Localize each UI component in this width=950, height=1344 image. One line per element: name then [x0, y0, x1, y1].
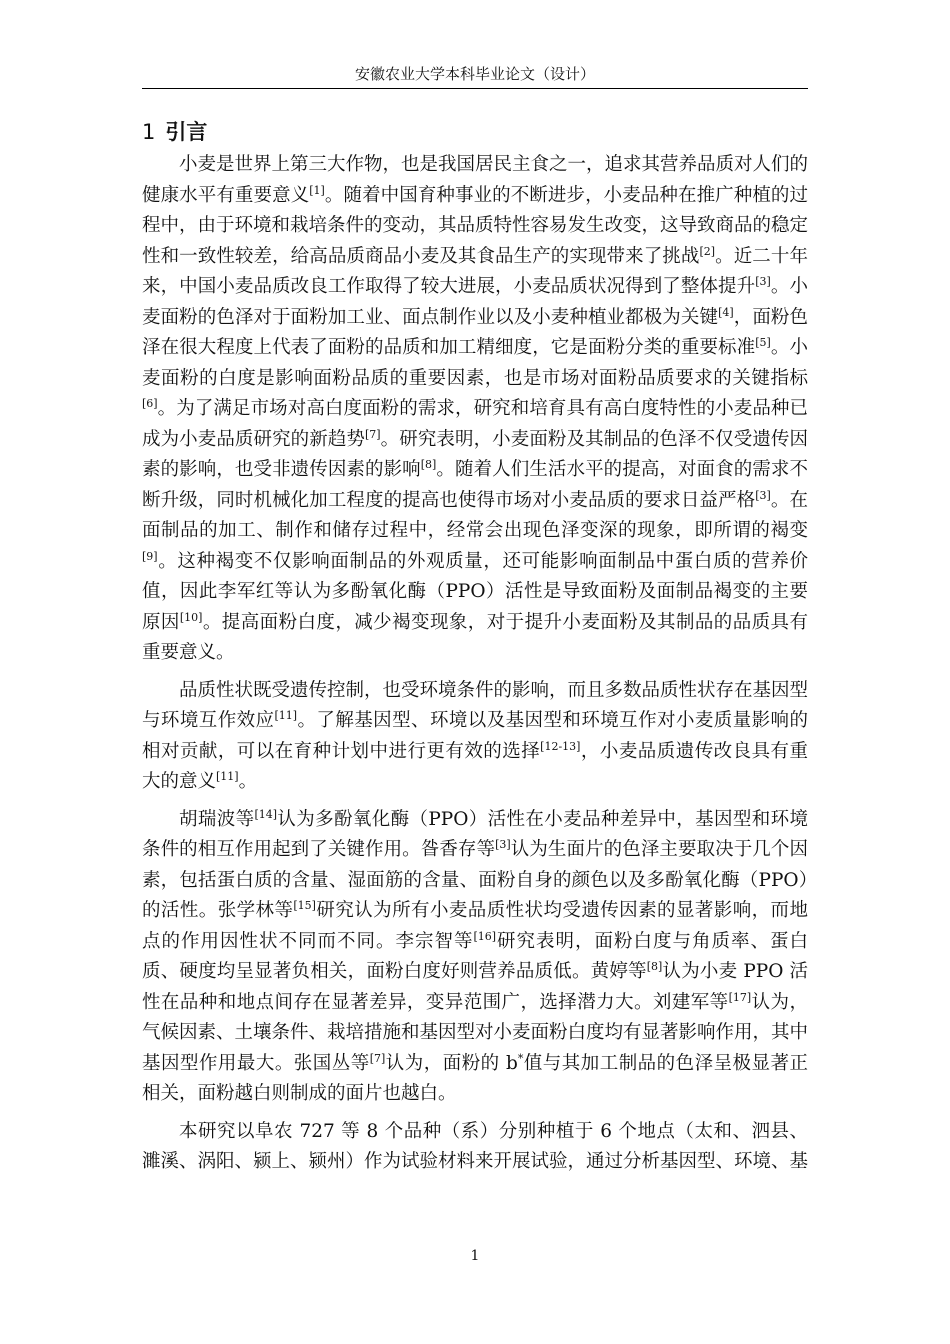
section-title: 引言 [165, 120, 208, 144]
text-run: 。研究表明，小麦面粉及其制品的色泽不仅受遗传因素的影响，也受非遗传因素的影响 [142, 428, 808, 480]
text-run: 研究表明，面粉白度与角质率、蛋白质、硬度均呈显著负相关，面粉白度好则营养品质低。黄婷等 [142, 930, 808, 982]
citation-ref: [9] [142, 549, 158, 563]
text-run: 认为多酚氧化酶（PPO）活性在小麦品种差异中，基因型和环境条件的相互作用起到了关键作用。昝香存等 [142, 808, 808, 860]
text-run: ，小麦品质遗传改良具有重大的意义 [142, 740, 808, 792]
paragraph [142, 150, 808, 669]
body-content [142, 114, 808, 1178]
running-header: 安徽农业大学本科毕业论文（设计） [142, 64, 808, 89]
text-run: 品质性状既受遗传控制，也受环境条件的影响，而且多数品质性状存在基因型与环境互作效应 [142, 679, 809, 731]
citation-ref: [17] [728, 990, 752, 1004]
text-run: 胡瑞波等 [179, 808, 255, 830]
text-run: 。提高面粉白度，减少褐变现象，对于提升小麦面粉及其制品的品质具有重要意义。 [142, 611, 808, 663]
citation-ref: [10] [179, 610, 203, 624]
citation-ref: [7] [369, 1051, 386, 1065]
text-run: 。小麦面粉的白度是影响面粉品质的重要因素，也是市场对面粉品质要求的关键指标 [142, 337, 808, 389]
citation-ref: * [517, 1051, 524, 1065]
citation-ref: [3] [755, 274, 771, 288]
page-number: 1 [470, 1248, 480, 1264]
text-run: 。近二十年来，中国小麦品质改良工作取得了较大进展，小麦品质状况得到了整体提升 [142, 245, 808, 297]
text-run: 。随着人们生活水平的提高，对面食的需求不断升级，同时机械化加工程度的提高也使得市场对小麦品质的要求日益严格 [142, 459, 808, 511]
text-run: 。随着中国育种事业的不断进步，小麦品种在推广种植的过程中，由于环境和栽培条件的变动，其品质特性容易发生改变，这导致商品的稳定性和一致性较差，给高品质商品小麦及其食品生产的实现带来了挑战 [142, 184, 809, 267]
paragraphs [142, 150, 808, 1178]
section-number: 1 [142, 120, 156, 144]
text-run: 。为了满足市场对高白度面粉的需求，研究和培育具有高白度特性的小麦品种已成为小麦品质研究的新趋势 [142, 398, 808, 450]
citation-ref: [5] [755, 335, 771, 349]
citation-ref: [8] [420, 457, 437, 471]
text-run: 研究认为所有小麦品质性状均受遗传因素的显著影响，而地点的作用因性状不同而不同。李宗智等 [142, 900, 808, 952]
text-run: 小麦是世界上第三大作物，也是我国居民主食之一，追求其营养品质对人们的健康水平有重要意义 [142, 154, 809, 206]
text-run: 。在面制品的加工、制作和储存过程中，经常会出现色泽变深的现象，即所谓的褐变 [142, 489, 808, 541]
text-run: 认为，面粉的 b [385, 1052, 518, 1074]
text-run: 。这种褐变不仅影响面制品的外观质量，还可能影响面制品中蛋白质的营养价值，因此李军红等认为多酚氧化酶（PPO）活性是导致面粉及面制品褐变的主要原因 [142, 550, 808, 633]
citation-ref: [15] [293, 898, 316, 912]
citation-ref: [4] [718, 305, 734, 319]
text-run: ，面粉色泽在很大程度上代表了面粉的品质和加工精细度，它是面粉分类的重要标准 [142, 306, 808, 358]
paragraph [142, 805, 808, 1110]
citation-ref: [12-13] [540, 739, 581, 753]
citation-ref: [14] [254, 807, 278, 821]
text-run: 值与其加工制品的色泽呈极显著正相关，面粉越白则制成的面片也越白。 [142, 1052, 808, 1104]
text-run: 认为小麦 PPO 活性在品种和地点间存在显著差异，变异范围广，选择潜力大。刘建军等 [142, 961, 808, 1013]
citation-ref: [11] [274, 708, 298, 722]
citation-ref: [3] [495, 837, 511, 851]
paragraph [142, 1117, 808, 1178]
text-run: 本研究以阜农 727 等 8 个品种（系）分别种植于 6 个地点（太和、泗县、濉溪、涡阳、颍上、颍州）作为试验材料来开展试验，通过分析基因型、环境、基 [142, 1120, 809, 1172]
citation-ref: [11] [216, 769, 239, 783]
citation-ref: [7] [365, 427, 381, 441]
citation-ref: [3] [755, 488, 771, 502]
section-heading [142, 114, 808, 150]
paragraph [142, 676, 808, 798]
citation-ref: [6] [142, 396, 158, 410]
text-run: 。小麦面粉的色泽对于面粉加工业、面点制作业以及小麦种植业都极为关键 [142, 276, 808, 328]
citation-ref: [2] [699, 244, 716, 258]
text-run: 认为，气候因素、土壤条件、栽培措施和基因型对小麦面粉白度均有显著影响作用，其中基因型作用最大。张国丛等 [142, 991, 809, 1074]
text-run: 认为生面片的色泽主要取决于几个因素，包括蛋白质的含量、湿面筋的含量、面粉自身的颜色以及多酚氧化酶（PPO）的活性。张学林等 [142, 839, 808, 921]
citation-ref: [1] [309, 183, 325, 197]
text-run: 。了解基因型、环境以及基因型和环境互作对小麦质量影响的相对贡献，可以在育种计划中进行更有效的选择 [142, 710, 808, 762]
citation-ref: [16] [473, 929, 497, 943]
citation-ref: [8] [646, 959, 663, 973]
text-run: 。 [238, 771, 258, 792]
